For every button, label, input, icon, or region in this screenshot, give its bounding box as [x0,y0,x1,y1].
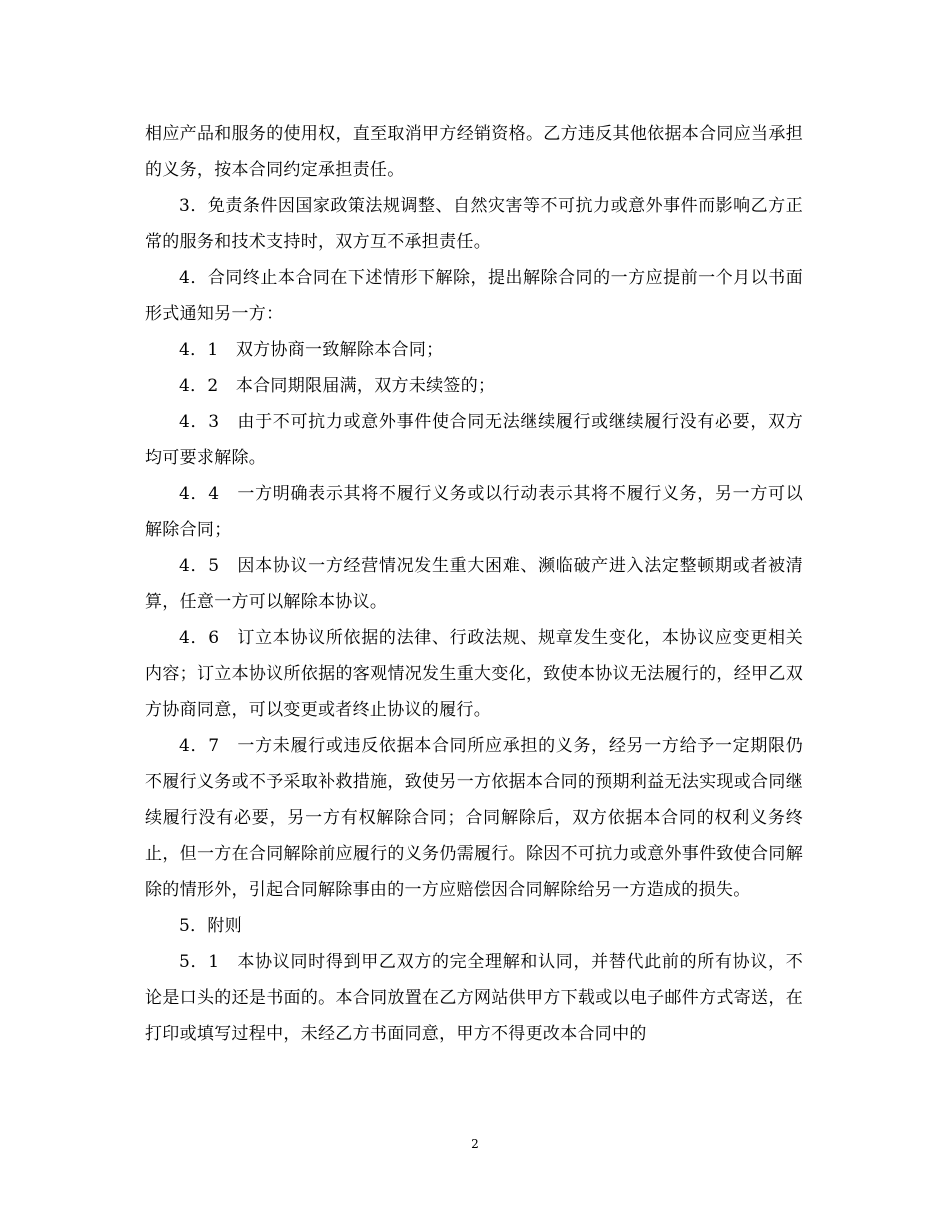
contract-body [145,116,803,1052]
clause-4-5: 4．5 因本协议一方经营情况发生重大困难、濒临破产进入法定整顿期或者被清算，任意一方可以解除本协议。 [145,556,803,612]
clause-4-4: 4．4 一方明确表示其将不履行义务或以行动表示其将不履行义务，另一方可以解除合同； [145,484,803,540]
section-5-heading: 5．附则 [179,916,243,936]
clause-4-1: 4．1 双方协商一致解除本合同； [179,340,444,360]
clause-4-2: 4．2 本合同期限届满，双方未续签的； [179,376,496,396]
paragraph-4-termination: 4．合同终止本合同在下述情形下解除，提出解除合同的一方应提前一个月以书面形式通知另一方： [145,268,803,324]
page-number: 2 [471,1137,479,1151]
clause-4-7: 4．7 一方未履行或违反依据本合同所应承担的义务，经另一方给予一定期限仍不履行义务或不予采取补救措施，致使另一方依据本合同的预期利益无法实现或合同继续履行没有必要，另一方有权解除合同；合同解除后，双方依据本合同的权利义务终止，但一方在合同解除前应履行的义务仍需履行。除因不可抗力或意外事件致使合同解除的情形外，引起合同解除事由的一方应赔偿因合同解除给另一方造成的损失。 [145,736,803,900]
clause-5-1: 5．1 本协议同时得到甲乙双方的完全理解和认同，并替代此前的所有协议，不论是口头的还是书面的。本合同放置在乙方网站供甲方下载或以电子邮件方式寄送，在打印或填写过程中，未经乙方书面同意，甲方不得更改本合同中的 [145,952,803,1044]
clause-4-3: 4．3 由于不可抗力或意外事件使合同无法继续履行或继续履行没有必要，双方均可要求解除。 [145,412,803,468]
clause-4-6: 4．6 订立本协议所依据的法律、行政法规、规章发生变化，本协议应变更相关内容；订立本协议所依据的客观情况发生重大变化，致使本协议无法履行的，经甲乙双方协商同意，可以变更或者终止协议的履行。 [145,628,803,720]
paragraph-continuation: 相应产品和服务的使用权，直至取消甲方经销资格。乙方违反其他依据本合同应当承担的义务，按本合同约定承担责任。 [145,124,803,180]
paragraph-3-exemption: 3．免责条件因国家政策法规调整、自然灾害等不可抗力或意外事件而影响乙方正常的服务和技术支持时，双方互不承担责任。 [145,196,803,252]
